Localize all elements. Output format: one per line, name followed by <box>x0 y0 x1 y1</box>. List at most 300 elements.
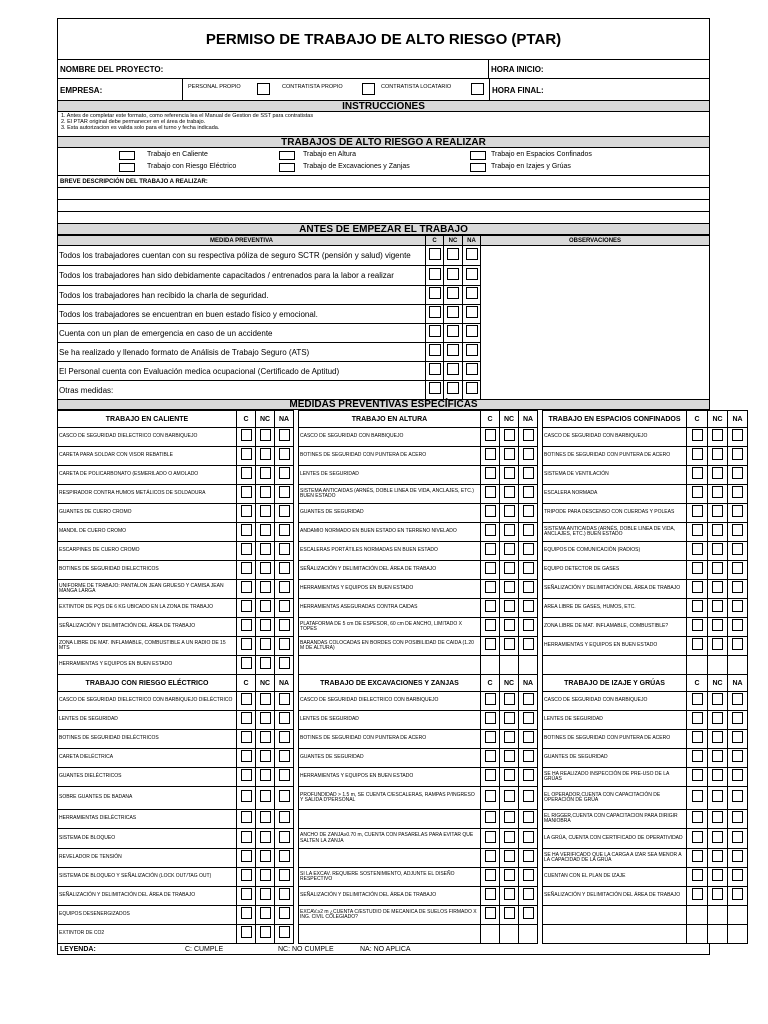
measure-c-checkbox[interactable] <box>485 581 496 593</box>
measure-nc-cell <box>708 692 728 711</box>
measure-na-checkbox[interactable] <box>279 429 290 441</box>
measure-nc-checkbox[interactable] <box>712 486 723 498</box>
measure-na-checkbox[interactable] <box>279 869 290 881</box>
before-c-checkbox[interactable] <box>429 382 441 394</box>
option-contratista-propio-label: CONTRATISTA PROPIO <box>282 84 343 90</box>
measure-c-checkbox[interactable] <box>485 486 496 498</box>
measure-text: GUANTES DE CUERO CROMO <box>58 504 237 523</box>
specific-row <box>58 849 748 868</box>
measure-nc-checkbox[interactable] <box>504 429 515 441</box>
measure-c-checkbox[interactable] <box>485 600 496 612</box>
before-na-checkbox[interactable] <box>466 344 478 356</box>
before-nc-checkbox[interactable] <box>447 363 459 375</box>
measure-na-checkbox[interactable] <box>523 505 534 517</box>
measure-c-checkbox[interactable] <box>485 467 496 479</box>
measure-na-checkbox[interactable] <box>732 811 743 823</box>
measure-c-checkbox[interactable] <box>485 429 496 441</box>
measure-na-cell <box>275 692 294 711</box>
measure-nc-checkbox[interactable] <box>712 731 723 743</box>
measure-na-checkbox[interactable] <box>279 505 290 517</box>
before-na-checkbox[interactable] <box>466 382 478 394</box>
measure-nc-checkbox[interactable] <box>260 693 271 705</box>
measure-na-checkbox[interactable] <box>523 693 534 705</box>
measure-text: BARANDAS COLOCADAS EN BORDES CON POSIBILIDAD DE CAIDA (1.20 M DE ALTURA) <box>299 637 481 656</box>
measure-nc-checkbox[interactable] <box>260 907 271 919</box>
measure-nc-checkbox[interactable] <box>260 467 271 479</box>
measure-c-checkbox[interactable] <box>692 850 703 862</box>
measure-c-checkbox[interactable] <box>241 657 252 669</box>
measure-nc-checkbox[interactable] <box>504 769 515 781</box>
work-excavaciones-checkbox[interactable] <box>279 163 295 172</box>
measure-c-checkbox[interactable] <box>692 429 703 441</box>
before-c-cell <box>426 286 444 305</box>
measure-nc-checkbox[interactable] <box>504 448 515 460</box>
measure-na-checkbox[interactable] <box>732 600 743 612</box>
measure-nc-checkbox[interactable] <box>504 888 515 900</box>
measure-c-checkbox[interactable] <box>692 731 703 743</box>
measure-na-checkbox[interactable] <box>732 712 743 724</box>
measure-nc-checkbox[interactable] <box>504 467 515 479</box>
measure-text: EL OPERADOR,CUENTA CON CAPACITACIÓN DE OPERACIÓN DE GRÚA <box>543 787 687 810</box>
measure-nc-checkbox[interactable] <box>712 543 723 555</box>
measure-c-checkbox[interactable] <box>692 811 703 823</box>
measure-nc-checkbox[interactable] <box>260 600 271 612</box>
measure-nc-checkbox[interactable] <box>504 619 515 631</box>
before-c-checkbox[interactable] <box>429 325 441 337</box>
measure-na-checkbox[interactable] <box>523 581 534 593</box>
measure-nc-checkbox[interactable] <box>260 926 271 938</box>
measure-na-cell <box>519 504 538 523</box>
measure-nc-checkbox[interactable] <box>260 712 271 724</box>
measure-na-checkbox[interactable] <box>523 712 534 724</box>
measure-c-checkbox[interactable] <box>692 888 703 900</box>
measure-c-cell <box>687 810 708 829</box>
measure-na-checkbox[interactable] <box>523 811 534 823</box>
measure-nc-checkbox[interactable] <box>504 524 515 536</box>
measure-na-checkbox[interactable] <box>732 638 743 650</box>
option-contratista-locatario-checkbox[interactable] <box>471 83 484 95</box>
measure-na-checkbox[interactable] <box>279 693 290 705</box>
measure-text: SISTEMA ANTICAIDAS (ARNÉS, DOBLE LINEA DE VIDA, ANCLAJES, ETC.) BUEN ESTADO <box>299 485 481 504</box>
measure-na-checkbox[interactable] <box>523 562 534 574</box>
measure-nc-checkbox[interactable] <box>712 850 723 862</box>
measure-text: GUANTES DE SEGURIDAD <box>299 504 481 523</box>
measure-c-checkbox[interactable] <box>692 467 703 479</box>
measure-na-checkbox[interactable] <box>279 811 290 823</box>
measure-nc-checkbox[interactable] <box>712 693 723 705</box>
measure-c-checkbox[interactable] <box>485 850 496 862</box>
measure-c-checkbox[interactable] <box>241 448 252 460</box>
measure-c-checkbox[interactable] <box>485 769 496 781</box>
measure-nc-checkbox[interactable] <box>504 581 515 593</box>
measure-nc-checkbox[interactable] <box>712 638 723 650</box>
work-electrico-checkbox[interactable] <box>119 163 135 172</box>
measure-na-checkbox[interactable] <box>279 790 290 802</box>
measure-na-checkbox[interactable] <box>732 619 743 631</box>
measure-nc-checkbox[interactable] <box>504 712 515 724</box>
measure-nc-checkbox[interactable] <box>504 731 515 743</box>
measure-na-checkbox[interactable] <box>523 907 534 919</box>
measure-na-checkbox[interactable] <box>523 731 534 743</box>
measure-nc-checkbox[interactable] <box>504 600 515 612</box>
measure-nc-checkbox[interactable] <box>260 811 271 823</box>
measure-c-checkbox[interactable] <box>241 581 252 593</box>
measure-na-checkbox[interactable] <box>732 581 743 593</box>
measure-na-checkbox[interactable] <box>732 731 743 743</box>
before-c-checkbox[interactable] <box>429 306 441 318</box>
measure-na-checkbox[interactable] <box>523 600 534 612</box>
measure-na-checkbox[interactable] <box>523 467 534 479</box>
measure-na-checkbox[interactable] <box>732 429 743 441</box>
measure-na-checkbox[interactable] <box>732 831 743 843</box>
measure-na-checkbox[interactable] <box>523 619 534 631</box>
measure-nc-checkbox[interactable] <box>260 888 271 900</box>
measure-nc-checkbox[interactable] <box>712 429 723 441</box>
measure-na-checkbox[interactable] <box>279 486 290 498</box>
measure-nc-checkbox[interactable] <box>260 869 271 881</box>
measure-na-checkbox[interactable] <box>732 486 743 498</box>
measure-nc-checkbox[interactable] <box>504 562 515 574</box>
measure-c-checkbox[interactable] <box>485 907 496 919</box>
measure-c-checkbox[interactable] <box>692 562 703 574</box>
before-c-checkbox[interactable] <box>429 248 441 260</box>
measure-c-checkbox[interactable] <box>485 811 496 823</box>
measure-c-checkbox[interactable] <box>692 581 703 593</box>
measure-c-checkbox[interactable] <box>485 448 496 460</box>
measure-c-checkbox[interactable] <box>485 750 496 762</box>
measure-c-checkbox[interactable] <box>241 869 252 881</box>
measure-nc-checkbox[interactable] <box>504 486 515 498</box>
measure-nc-checkbox[interactable] <box>712 524 723 536</box>
measure-nc-checkbox[interactable] <box>712 619 723 631</box>
measure-nc-checkbox[interactable] <box>504 850 515 862</box>
measure-nc-checkbox[interactable] <box>260 581 271 593</box>
measure-nc-checkbox[interactable] <box>260 524 271 536</box>
work-altura-checkbox[interactable] <box>279 151 295 160</box>
description-line-1[interactable] <box>57 188 710 200</box>
measure-c-checkbox[interactable] <box>485 731 496 743</box>
measure-text: SISTEMA DE BLOQUEO Y SEÑALIZACIÓN (LOCK OUT/TAG OUT) <box>58 868 237 887</box>
description-line-3[interactable] <box>57 212 710 224</box>
measure-nc-checkbox[interactable] <box>260 831 271 843</box>
measure-na-checkbox[interactable] <box>732 869 743 881</box>
measure-nc-cell <box>708 485 728 504</box>
measure-nc-checkbox[interactable] <box>504 543 515 555</box>
measure-c-checkbox[interactable] <box>692 524 703 536</box>
measure-c-checkbox[interactable] <box>241 888 252 900</box>
measure-nc-checkbox[interactable] <box>712 712 723 724</box>
measure-na-checkbox[interactable] <box>732 850 743 862</box>
measure-c-checkbox[interactable] <box>485 638 496 650</box>
measure-c-checkbox[interactable] <box>241 712 252 724</box>
measure-c-checkbox[interactable] <box>485 693 496 705</box>
measure-na-cell <box>728 580 748 599</box>
measure-na-checkbox[interactable] <box>279 448 290 460</box>
before-nc-cell <box>444 305 463 324</box>
measure-c-checkbox[interactable] <box>485 869 496 881</box>
measure-na-checkbox[interactable] <box>279 888 290 900</box>
measure-nc-checkbox[interactable] <box>260 429 271 441</box>
measure-c-checkbox[interactable] <box>241 769 252 781</box>
measure-na-checkbox[interactable] <box>279 907 290 919</box>
measure-nc-checkbox[interactable] <box>260 562 271 574</box>
measure-c-checkbox[interactable] <box>241 750 252 762</box>
measure-c-checkbox[interactable] <box>485 888 496 900</box>
measure-na-checkbox[interactable] <box>732 543 743 555</box>
measure-na-checkbox[interactable] <box>523 486 534 498</box>
measure-na-cell <box>275 925 294 944</box>
measure-nc-checkbox[interactable] <box>712 581 723 593</box>
measure-nc-checkbox[interactable] <box>712 769 723 781</box>
measure-na-checkbox[interactable] <box>732 888 743 900</box>
measure-nc-checkbox[interactable] <box>260 731 271 743</box>
measure-na-checkbox[interactable] <box>279 712 290 724</box>
measure-c-cell <box>687 447 708 466</box>
measure-c-checkbox[interactable] <box>241 600 252 612</box>
measure-c-checkbox[interactable] <box>485 790 496 802</box>
measure-c-checkbox[interactable] <box>241 543 252 555</box>
company-field[interactable] <box>58 79 183 100</box>
measure-nc-checkbox[interactable] <box>712 750 723 762</box>
measure-c-checkbox[interactable] <box>485 619 496 631</box>
measure-na-checkbox[interactable] <box>732 769 743 781</box>
measure-c-checkbox[interactable] <box>241 505 252 517</box>
measure-c-checkbox[interactable] <box>692 769 703 781</box>
measure-text: BOTINES DE SEGURIDAD CON PUNTERA DE ACERO <box>299 447 481 466</box>
measure-c-checkbox[interactable] <box>241 850 252 862</box>
measure-nc-checkbox[interactable] <box>504 907 515 919</box>
measure-c-checkbox[interactable] <box>692 869 703 881</box>
measure-na-checkbox[interactable] <box>279 581 290 593</box>
measure-na-checkbox[interactable] <box>279 769 290 781</box>
measure-na-checkbox[interactable] <box>732 562 743 574</box>
measure-c-checkbox[interactable] <box>692 638 703 650</box>
before-col-measure: MEDIDA PREVENTIVA <box>58 236 426 246</box>
measure-na-checkbox[interactable] <box>523 831 534 843</box>
measure-nc-checkbox[interactable] <box>712 562 723 574</box>
measure-na-cell <box>728 599 748 618</box>
measure-na-checkbox[interactable] <box>523 543 534 555</box>
measure-na-checkbox[interactable] <box>523 750 534 762</box>
measure-na-cell <box>275 561 294 580</box>
measure-nc-checkbox[interactable] <box>260 505 271 517</box>
measure-na-checkbox[interactable] <box>279 562 290 574</box>
measure-na-checkbox[interactable] <box>732 750 743 762</box>
measure-na-checkbox[interactable] <box>523 869 534 881</box>
measure-c-checkbox[interactable] <box>692 448 703 460</box>
measure-c-checkbox[interactable] <box>692 750 703 762</box>
measure-c-cell <box>687 542 708 561</box>
measure-na-checkbox[interactable] <box>523 769 534 781</box>
measure-na-checkbox[interactable] <box>279 731 290 743</box>
measure-c-checkbox[interactable] <box>241 693 252 705</box>
measure-c-checkbox[interactable] <box>241 562 252 574</box>
measure-nc-checkbox[interactable] <box>712 811 723 823</box>
before-na-checkbox[interactable] <box>466 306 478 318</box>
before-nc-checkbox[interactable] <box>447 287 459 299</box>
measure-na-checkbox[interactable] <box>523 448 534 460</box>
measure-na-cell <box>275 523 294 542</box>
measure-c-checkbox[interactable] <box>692 543 703 555</box>
measure-c-checkbox[interactable] <box>241 429 252 441</box>
measure-na-checkbox[interactable] <box>523 850 534 862</box>
work-izajes-checkbox[interactable] <box>470 163 486 172</box>
before-c-cell <box>426 246 444 266</box>
measure-nc-checkbox[interactable] <box>504 831 515 843</box>
measure-na-checkbox[interactable] <box>279 850 290 862</box>
before-na-checkbox[interactable] <box>466 325 478 337</box>
measure-nc-checkbox[interactable] <box>504 811 515 823</box>
before-nc-checkbox[interactable] <box>447 325 459 337</box>
measure-c-checkbox[interactable] <box>692 790 703 802</box>
measure-na-checkbox[interactable] <box>732 693 743 705</box>
measure-nc-checkbox[interactable] <box>260 638 271 650</box>
option-personal-propio-checkbox[interactable] <box>257 83 270 95</box>
before-nc-checkbox[interactable] <box>447 344 459 356</box>
measure-c-checkbox[interactable] <box>241 926 252 938</box>
measure-na-checkbox[interactable] <box>523 524 534 536</box>
measure-nc-checkbox[interactable] <box>504 505 515 517</box>
before-na-checkbox[interactable] <box>466 248 478 260</box>
measure-nc-checkbox[interactable] <box>504 869 515 881</box>
work-electrico-label: Trabajo con Riesgo Eléctrico <box>147 163 237 170</box>
measure-c-checkbox[interactable] <box>241 811 252 823</box>
measure-na-cell <box>728 561 748 580</box>
measure-c-cell <box>687 618 708 637</box>
measure-na-checkbox[interactable] <box>523 888 534 900</box>
work-confinados-checkbox[interactable] <box>470 151 486 160</box>
measure-na-checkbox[interactable] <box>279 657 290 669</box>
measure-na-checkbox[interactable] <box>279 926 290 938</box>
measure-c-checkbox[interactable] <box>692 693 703 705</box>
measure-na-checkbox[interactable] <box>732 448 743 460</box>
measure-nc-checkbox[interactable] <box>260 657 271 669</box>
measure-nc-cell <box>256 730 275 749</box>
work-caliente-checkbox[interactable] <box>119 151 135 160</box>
measure-c-cell <box>687 925 708 944</box>
measure-nc-checkbox[interactable] <box>712 869 723 881</box>
measure-c-checkbox[interactable] <box>692 486 703 498</box>
before-na-checkbox[interactable] <box>466 287 478 299</box>
measure-nc-checkbox[interactable] <box>260 790 271 802</box>
measure-c-cell <box>481 523 500 542</box>
before-header-text: ANTES DE EMPEZAR EL TRABAJO <box>299 223 468 235</box>
before-nc-checkbox[interactable] <box>447 248 459 260</box>
before-nc-checkbox[interactable] <box>447 306 459 318</box>
measure-na-checkbox[interactable] <box>523 638 534 650</box>
before-na-checkbox[interactable] <box>466 363 478 375</box>
measure-na-checkbox[interactable] <box>523 790 534 802</box>
measure-c-checkbox[interactable] <box>241 790 252 802</box>
measure-c-checkbox[interactable] <box>485 543 496 555</box>
measure-na-checkbox[interactable] <box>732 467 743 479</box>
measure-nc-checkbox[interactable] <box>712 600 723 612</box>
measure-na-checkbox[interactable] <box>279 524 290 536</box>
start-time-field[interactable] <box>489 60 709 78</box>
observations-field[interactable] <box>481 246 710 400</box>
measure-nc-checkbox[interactable] <box>260 448 271 460</box>
measure-c-checkbox[interactable] <box>692 505 703 517</box>
measure-c-checkbox[interactable] <box>485 524 496 536</box>
measure-c-checkbox[interactable] <box>692 831 703 843</box>
description-line-2[interactable] <box>57 200 710 212</box>
measure-nc-checkbox[interactable] <box>504 693 515 705</box>
measure-c-checkbox[interactable] <box>241 831 252 843</box>
measure-nc-checkbox[interactable] <box>260 750 271 762</box>
measure-na-checkbox[interactable] <box>279 600 290 612</box>
option-contratista-propio-checkbox[interactable] <box>362 83 375 95</box>
measure-c-checkbox[interactable] <box>692 619 703 631</box>
measure-nc-checkbox[interactable] <box>504 750 515 762</box>
measure-nc-cell <box>256 599 275 618</box>
before-c-checkbox[interactable] <box>429 344 441 356</box>
measure-nc-checkbox[interactable] <box>712 467 723 479</box>
measure-na-checkbox[interactable] <box>279 467 290 479</box>
measure-nc-checkbox[interactable] <box>260 486 271 498</box>
measure-c-checkbox[interactable] <box>241 467 252 479</box>
measure-c-checkbox[interactable] <box>485 562 496 574</box>
measure-nc-checkbox[interactable] <box>712 448 723 460</box>
before-c-checkbox[interactable] <box>429 268 441 280</box>
before-c-checkbox[interactable] <box>429 287 441 299</box>
measure-nc-checkbox[interactable] <box>260 850 271 862</box>
measure-nc-cell <box>500 580 519 599</box>
measure-na-checkbox[interactable] <box>732 524 743 536</box>
measure-na-checkbox[interactable] <box>279 638 290 650</box>
measure-c-checkbox[interactable] <box>241 638 252 650</box>
project-field[interactable] <box>58 60 489 78</box>
measure-nc-checkbox[interactable] <box>504 638 515 650</box>
measure-c-checkbox[interactable] <box>241 524 252 536</box>
measure-nc-checkbox[interactable] <box>712 831 723 843</box>
measure-na-checkbox[interactable] <box>279 750 290 762</box>
before-c-checkbox[interactable] <box>429 363 441 375</box>
before-nc-checkbox[interactable] <box>447 382 459 394</box>
measure-c-checkbox[interactable] <box>485 712 496 724</box>
end-time-field[interactable] <box>490 79 709 100</box>
measure-text: EQUIPO DETECTOR DE GASES <box>543 561 687 580</box>
measure-c-checkbox[interactable] <box>692 712 703 724</box>
before-nc-checkbox[interactable] <box>447 268 459 280</box>
measure-nc-checkbox[interactable] <box>712 888 723 900</box>
measure-nc-checkbox[interactable] <box>712 790 723 802</box>
measure-c-checkbox[interactable] <box>241 486 252 498</box>
measure-nc-checkbox[interactable] <box>260 619 271 631</box>
measure-c-checkbox[interactable] <box>241 619 252 631</box>
measure-nc-checkbox[interactable] <box>712 505 723 517</box>
measure-c-checkbox[interactable] <box>485 831 496 843</box>
measure-nc-cell <box>256 580 275 599</box>
measure-nc-checkbox[interactable] <box>260 543 271 555</box>
measure-na-checkbox[interactable] <box>279 619 290 631</box>
measure-na-checkbox[interactable] <box>732 505 743 517</box>
measure-nc-checkbox[interactable] <box>504 790 515 802</box>
measure-text: LA GRÚA, CUENTA CON CERTIFICADO DE OPERATIVIDAD <box>543 829 687 849</box>
measure-na-cell <box>728 906 748 925</box>
measure-c-cell <box>237 542 256 561</box>
before-na-checkbox[interactable] <box>466 268 478 280</box>
measure-nc-checkbox[interactable] <box>260 769 271 781</box>
measure-c-checkbox[interactable] <box>692 600 703 612</box>
measure-c-checkbox[interactable] <box>241 907 252 919</box>
measure-text: SISTEMA DE VENTILACIÓN <box>543 466 687 485</box>
measure-c-checkbox[interactable] <box>485 505 496 517</box>
measure-na-checkbox[interactable] <box>732 790 743 802</box>
measure-na-checkbox[interactable] <box>523 429 534 441</box>
measure-na-checkbox[interactable] <box>279 831 290 843</box>
measure-na-checkbox[interactable] <box>279 543 290 555</box>
measure-c-checkbox[interactable] <box>241 731 252 743</box>
